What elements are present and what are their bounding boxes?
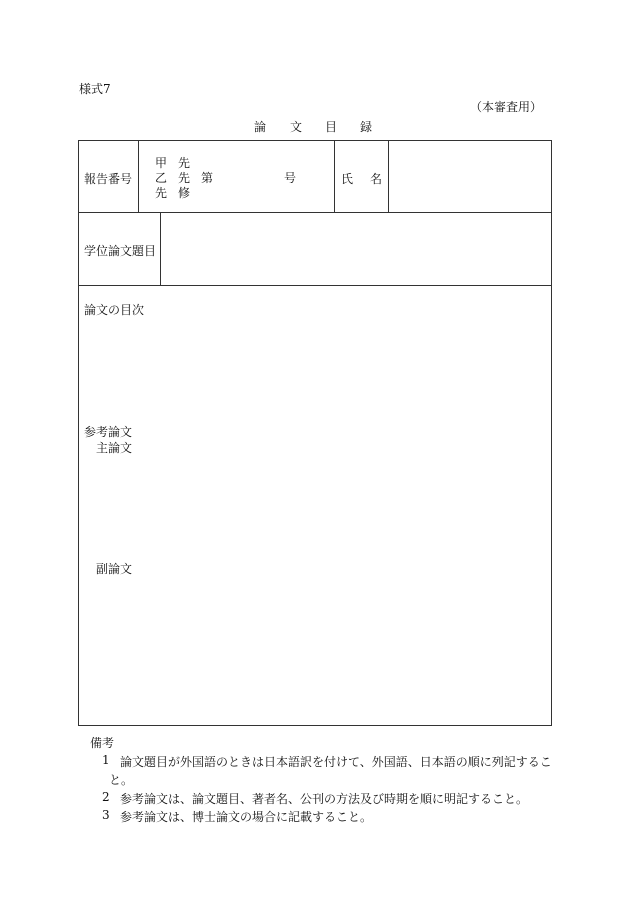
table-divider — [160, 212, 161, 285]
degree-char: 乙 — [155, 171, 168, 185]
name-label-char: 名 — [370, 172, 383, 186]
table-border-right — [551, 140, 552, 726]
table-border-top — [78, 140, 552, 141]
table-border-left — [78, 140, 79, 726]
note-text: 論文題目が外国語のときは日本語訳を付けて、外国語、日本語の順に列記するこ — [120, 755, 552, 769]
table-divider — [78, 285, 552, 286]
table-border-bottom — [78, 725, 552, 726]
reference-papers-label: 参考論文 — [84, 425, 133, 439]
degree-char: 先 — [178, 171, 191, 185]
note-number: 1 — [102, 753, 110, 767]
note-number: 3 — [102, 808, 110, 822]
thesis-title-field[interactable] — [162, 214, 550, 284]
form-number: 様式7 — [79, 82, 111, 96]
degree-char: 修 — [178, 186, 191, 200]
table-divider — [388, 140, 389, 212]
table-divider — [78, 212, 552, 213]
title-char: 文 — [290, 120, 303, 134]
note-text-continued: と。 — [109, 773, 134, 787]
report-number-label: 報告番号 — [84, 172, 133, 186]
name-field[interactable] — [390, 142, 550, 211]
title-char: 録 — [360, 120, 373, 134]
degree-char: 先 — [155, 186, 168, 200]
toc-label: 論文の目次 — [84, 303, 145, 317]
note-text: 参考論文は、論文題目、著者名、公刊の方法及び時期を順に明記すること。 — [120, 792, 529, 806]
table-divider — [138, 140, 139, 212]
degree-char: 第 — [201, 171, 214, 185]
name-label-char: 氏 — [341, 172, 354, 186]
thesis-title-label: 学位論文題目 — [84, 244, 157, 258]
degree-char: 号 — [284, 171, 297, 185]
notes-heading: 備考 — [90, 736, 115, 750]
degree-char: 甲 — [155, 156, 168, 170]
title-char: 論 — [254, 120, 267, 134]
main-paper-label: 主論文 — [96, 441, 133, 455]
degree-char: 先 — [178, 156, 191, 170]
table-divider — [334, 140, 335, 212]
note-number: 2 — [102, 790, 110, 804]
title-char: 目 — [325, 120, 338, 134]
note-text: 参考論文は、博士論文の場合に記載すること。 — [120, 810, 373, 824]
purpose-note: （本審査用） — [470, 100, 543, 114]
sub-paper-label: 副論文 — [96, 562, 133, 576]
